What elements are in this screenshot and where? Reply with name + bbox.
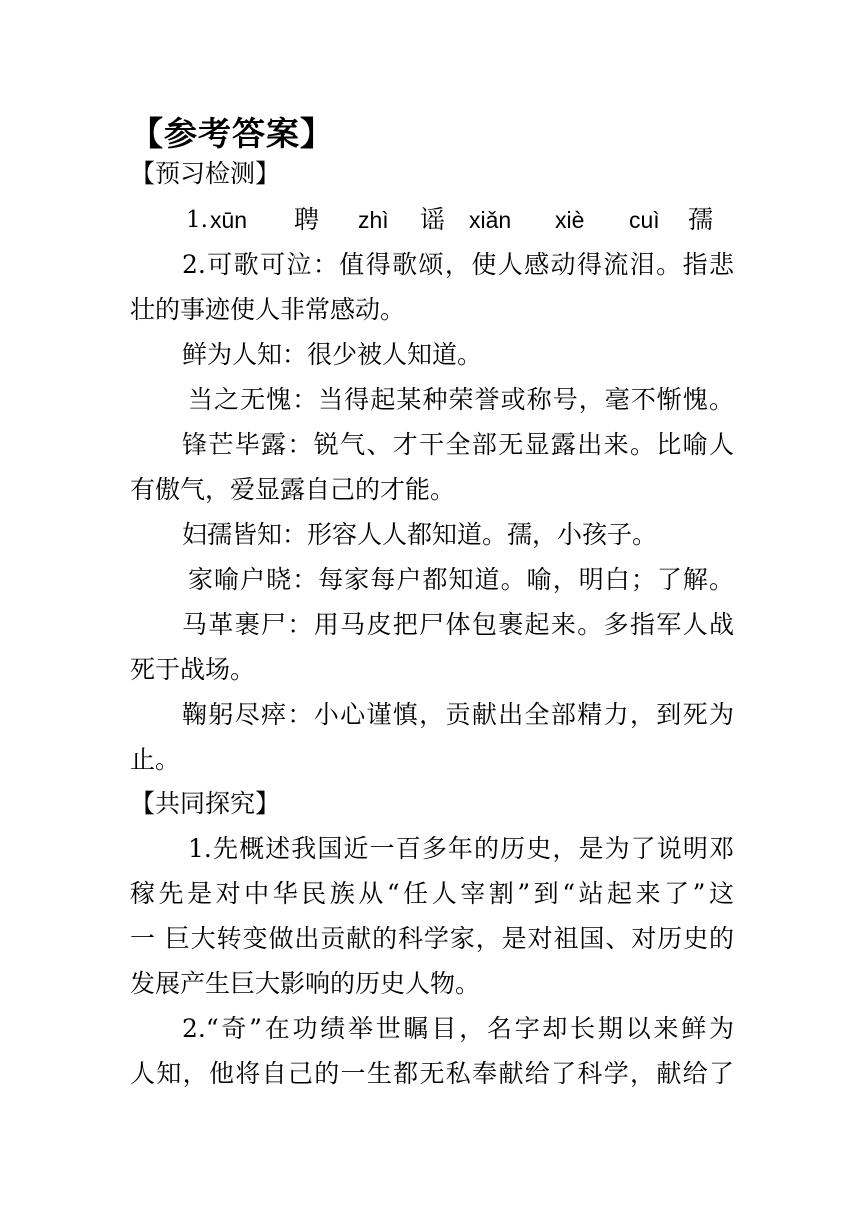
idiom-line: 家喻户晓：每家每户都知道。喻，明白；了解。 xyxy=(188,565,734,594)
idiom-line: 妇孺皆知：形容人人都知道。孺，小孩子。 xyxy=(182,520,658,549)
pinyin-token: xiǎn xyxy=(469,207,512,233)
idiom-line: 壮的事迹使人非常感动。 xyxy=(130,295,406,324)
explore-line: 一 巨大转变做出贡献的科学家，是对祖国、对历史的 xyxy=(130,924,734,953)
pinyin-number: 1. xyxy=(186,207,208,233)
explore-line: 1.先概述我国近一百多年的历史，是为了说明邓 xyxy=(188,834,734,863)
idiom-line: 止。 xyxy=(130,745,181,774)
idiom-line: 锋芒毕露：锐气、才干全部无显露出来。比喻人 xyxy=(182,430,734,459)
idiom-line: 2.可歌可泣：值得歌颂，使人感动得流泪。指悲 xyxy=(182,250,734,279)
answer-title: 【参考答案】 xyxy=(130,114,334,153)
pinyin-token: 聘 xyxy=(294,205,320,234)
explore-line: 2.“奇”在功绩举世瞩目，名字却长期以来鲜为 xyxy=(182,1014,734,1043)
explore-line: 稼先是对中华民族从“任人宰割”到“站起来了”这 xyxy=(130,879,734,908)
idiom-line: 当之无愧：当得起某种荣誉或称号，毫不惭愧。 xyxy=(188,385,734,414)
idiom-line: 马革裹尸：用马皮把尸体包裹起来。多指军人战 xyxy=(182,610,734,639)
pinyin-token: xiè xyxy=(555,207,585,233)
explore-heading: 【共同探究】 xyxy=(130,789,281,818)
explore-line: 人知，他将自己的一生都无私奉献给了科学，献给了 xyxy=(130,1059,734,1088)
pinyin-token: cuì xyxy=(629,207,660,233)
preview-heading: 【预习检测】 xyxy=(130,159,281,188)
idiom-line: 鲜为人知：很少被人知道。 xyxy=(182,340,483,369)
idiom-line: 鞠躬尽瘁：小心谨慎，贡献出全部精力，到死为 xyxy=(182,700,734,729)
idiom-line: 有傲气，爱显露自己的才能。 xyxy=(130,475,456,504)
pinyin-token: xūn xyxy=(210,207,248,233)
pinyin-item xyxy=(130,200,734,240)
pinyin-token: 孺 xyxy=(688,205,714,234)
pinyin-token: 谣 xyxy=(420,205,446,234)
idiom-line: 死于战场。 xyxy=(130,655,256,684)
explore-line: 发展产生巨大影响的历史人物。 xyxy=(130,969,481,998)
pinyin-token: zhì xyxy=(358,207,389,233)
